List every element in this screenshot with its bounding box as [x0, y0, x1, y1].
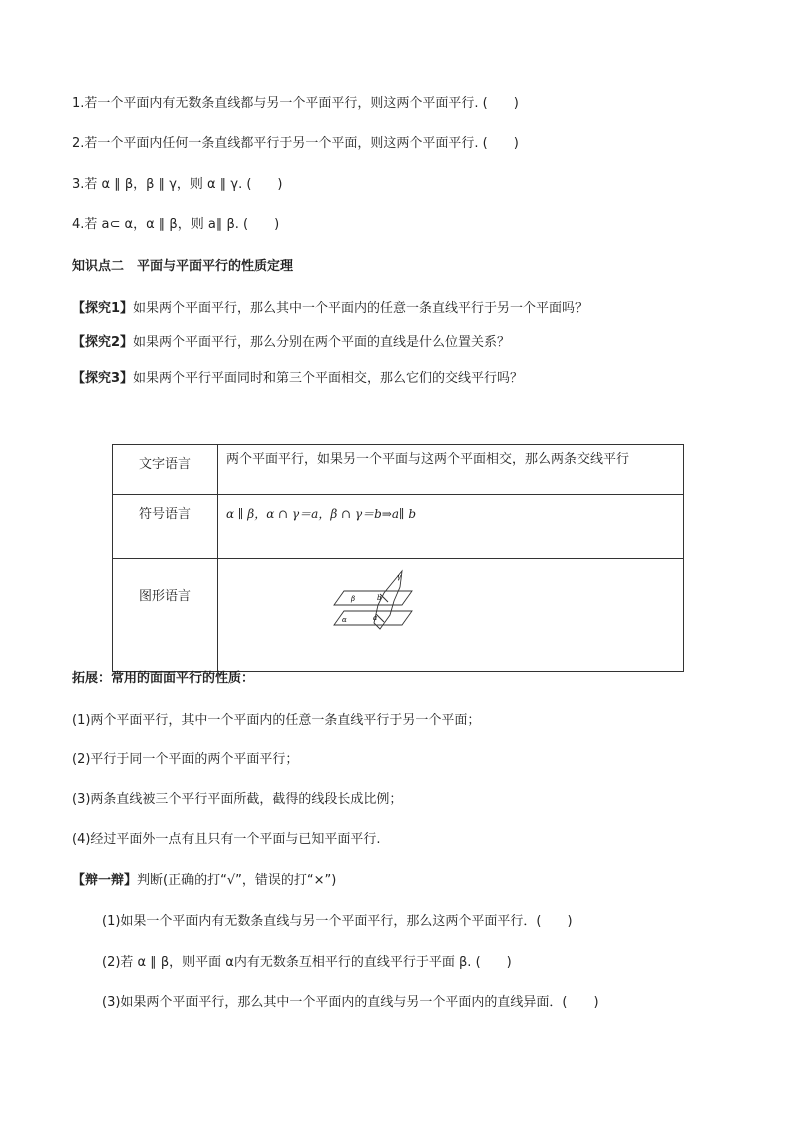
property-table — [112, 444, 684, 672]
explore-1 — [72, 300, 588, 318]
section-title: 知识点二 平面与平面平行的性质定理 — [72, 259, 294, 274]
explore-label: 【探究2】 — [72, 335, 134, 350]
judge-header — [72, 872, 336, 890]
row-content-symbol-language: α ∥ β，α ∩ γ＝a，β ∩ γ＝b⇒a∥ b — [218, 495, 684, 559]
explore-label: 【探究1】 — [72, 301, 134, 316]
judge-item-3: (3)如果两个平面平行，那么其中一个平面内的直线与另一个平面内的直线异面．( ) — [102, 995, 599, 1010]
label-b: b — [377, 594, 382, 602]
explore-2 — [72, 334, 510, 352]
row-content-figure — [218, 559, 684, 672]
explore-label: 【探究3】 — [72, 371, 134, 386]
label-gamma: γ — [397, 573, 402, 581]
explore-text: 如果两个平面平行，那么分别在两个平面的直线是什么位置关系？ — [133, 335, 511, 350]
row-header-figure-language: 图形语言 — [113, 559, 218, 672]
question-4: 4.若 a⊂ α，α ∥ β，则 a∥ β. ( ) — [72, 217, 280, 232]
explore-text: 如果两个平行平面同时和第三个平面相交，那么它们的交线平行吗？ — [133, 371, 524, 386]
extension-item-1: (1)两个平面平行，其中一个平面内的任意一条直线平行于另一个平面； — [72, 713, 481, 728]
judge-label: 【辩一辩】 — [72, 873, 138, 888]
extension-title: 拓展：常用的面面平行的性质： — [72, 671, 255, 686]
table-row — [113, 559, 684, 672]
judge-item-1: (1)如果一个平面内有无数条直线与另一个平面平行，那么这两个平面平行．( ) — [102, 914, 573, 929]
label-alpha: α — [342, 616, 347, 624]
explore-text: 如果两个平面平行，那么其中一个平面内的任意一条直线平行于另一个平面吗？ — [133, 301, 589, 316]
row-header-symbol-language: 符号语言 — [113, 495, 218, 559]
explore-3 — [72, 370, 523, 388]
extension-item-2: (2)平行于同一个平面的两个平面平行； — [72, 752, 299, 767]
question-1: 1.若一个平面内有无数条直线都与另一个平面平行，则这两个平面平行. ( ) — [72, 96, 519, 111]
judge-item-2: (2)若 α ∥ β，则平面 α内有无数条互相平行的直线平行于平面 β. ( ) — [102, 955, 512, 970]
parallel-planes-figure — [330, 567, 430, 639]
question-3: 3.若 α ∥ β，β ∥ γ，则 α ∥ γ. ( ) — [72, 177, 283, 192]
label-beta: β — [351, 595, 356, 603]
row-header-text-language: 文字语言 — [113, 445, 218, 495]
table-row — [113, 445, 684, 495]
question-2: 2.若一个平面内任何一条直线都平行于另一个平面，则这两个平面平行. ( ) — [72, 136, 519, 151]
extension-item-4: (4)经过平面外一点有且只有一个平面与已知平面平行. — [72, 832, 381, 847]
extension-item-3: (3)两条直线被三个平行平面所截，截得的线段长成比例； — [72, 792, 403, 807]
judge-intro: 判断(正确的打“√”，错误的打“×”) — [137, 873, 337, 888]
label-a: a — [373, 614, 378, 622]
table-row — [113, 495, 684, 559]
row-content-text-language: 两个平面平行，如果另一个平面与这两个平面相交，那么两条交线平行 — [218, 445, 684, 495]
